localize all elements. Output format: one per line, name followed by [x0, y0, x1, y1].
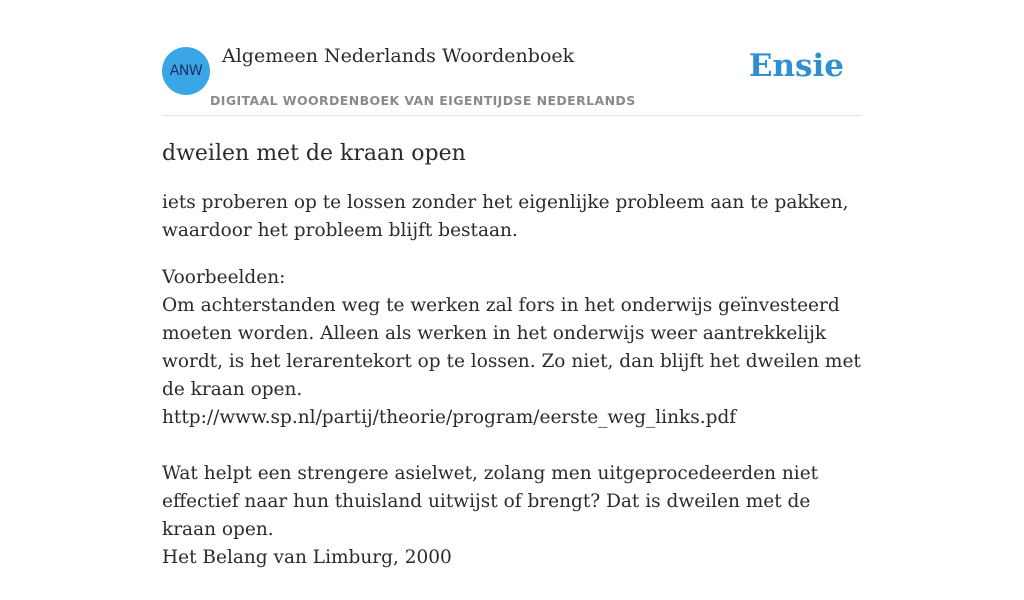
example-source: Het Belang van Limburg, 2000: [162, 547, 452, 568]
anw-logo[interactable]: [162, 47, 210, 95]
example-text: Om achterstanden weg te werken zal fors in het onderwijs geïnvesteerd moeten worden. Alleen als werken in het onderwijs weer aantrekkelijk wordt, is het lerarentekort op te lossen. Zo niet, dan blijft het dweilen met de kraan open.: [162, 295, 861, 400]
logo-text: ANW: [169, 63, 203, 79]
site-title[interactable]: Algemeen Nederlands Woordenboek: [222, 45, 575, 67]
entry-content: [162, 138, 862, 600]
site-subtitle: DIGITAAL WOORDENBOEK VAN EIGENTIJDSE NEDERLANDS: [210, 93, 636, 108]
ensie-logo[interactable]: Ensie: [748, 48, 844, 84]
example-item: [162, 460, 862, 572]
entry-definition: iets proberen op te lossen zonder het eigenlijke probleem aan te pakken, waardoor het probleem blijft bestaan.: [162, 192, 849, 241]
entry-term: dweilen met de kraan open: [162, 141, 466, 166]
example-source: http://www.sp.nl/partij/theorie/program/eerste_weg_links.pdf: [162, 407, 737, 428]
example-text: Wat helpt een strengere asielwet, zolang men uitgeprocedeerden niet effectief naar hun thuisland uitwijst of brengt? Dat is dweilen met de kraan open.: [162, 463, 819, 540]
site-header: [162, 0, 862, 116]
examples-section: [162, 264, 862, 572]
example-item: [162, 292, 862, 432]
examples-label: Voorbeelden:: [162, 267, 286, 288]
